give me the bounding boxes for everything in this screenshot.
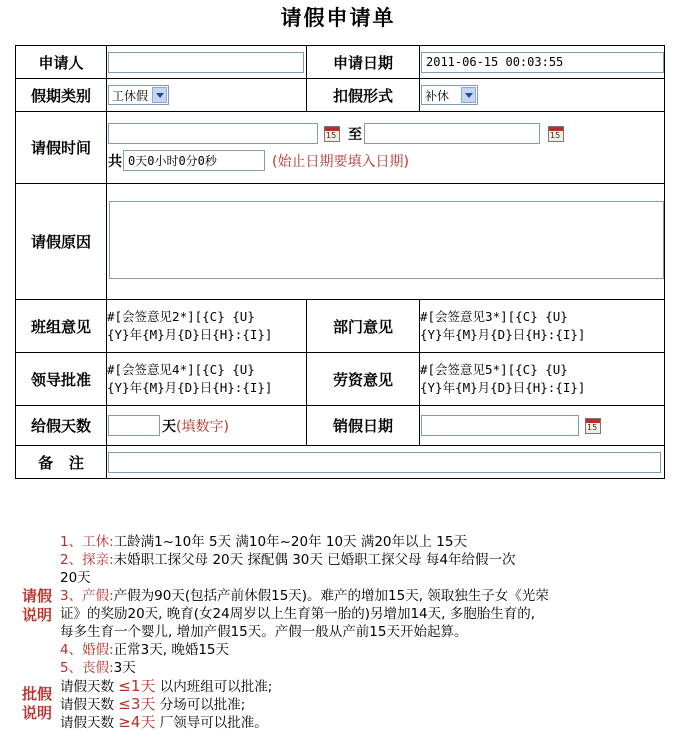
leave-time-label: 请假时间 — [16, 112, 107, 184]
team-opinion-label: 班组意见 — [16, 300, 107, 353]
deduct-select[interactable] — [421, 85, 478, 105]
dept-opinion-label: 部门意见 — [307, 300, 420, 353]
deduct-value: 补休 — [425, 88, 450, 103]
payroll-opinion-line2: {Y}年{M}月{D}日{H}:{I}] — [420, 380, 586, 395]
end-date-input[interactable] — [364, 123, 540, 144]
leader-approval-line1: #[会签意见4*][{C} {U} — [107, 362, 255, 377]
note-item: 2、探亲:未婚职工探父母 20天 探配偶 30天 已婚职工探父母 每4年给假一次 — [60, 552, 516, 568]
approve-rule: 请假天数 ≤3天 分场可以批准; — [60, 695, 246, 713]
note-item: 4、婚假:正常3天, 晚婚15天 — [60, 642, 230, 658]
note-item: 3、产假:产假为90天(包括产前休假15天)。难产的增加15天, 领取独生子女《光荣 — [60, 588, 549, 604]
start-date-input[interactable] — [108, 123, 318, 144]
apply-date-input[interactable] — [421, 52, 664, 73]
note-item: 20天 — [60, 570, 91, 586]
leave-type-value: 工休假 — [112, 88, 149, 103]
team-opinion-line1: #[会签意见2*][{C} {U} — [107, 309, 255, 324]
leave-form-table — [15, 45, 665, 479]
calendar-icon[interactable] — [548, 126, 564, 142]
deduct-label: 扣假形式 — [307, 79, 420, 112]
note-item: 5、丧假:3天 — [60, 660, 136, 676]
total-duration-input[interactable] — [123, 150, 265, 171]
date-hint: (始止日期要填入日期) — [272, 153, 409, 170]
days-label: 给假天数 — [16, 406, 107, 446]
leave-type-label: 假期类别 — [16, 79, 107, 112]
reason-textarea[interactable] — [109, 201, 664, 279]
leader-approval-label: 领导批准 — [16, 353, 107, 406]
applicant-label: 申请人 — [16, 46, 107, 79]
days-hint: (填数字) — [176, 418, 229, 435]
page-title: 请假申请单 — [280, 6, 396, 30]
note-item: 1、工休:工龄满1~10年 5天 满10年~20年 10天 满20年以上 15天 — [60, 534, 467, 550]
cancel-date-input[interactable] — [421, 415, 579, 436]
payroll-opinion-line1: #[会签意见5*][{C} {U} — [420, 362, 568, 377]
approve-rule: 请假天数 ≤1天 以内班组可以批准; — [60, 677, 273, 695]
applicant-input[interactable] — [108, 52, 304, 73]
total-label: 共 — [108, 153, 122, 170]
dept-opinion-line1: #[会签意见3*][{C} {U} — [420, 309, 568, 324]
remark-input[interactable] — [108, 452, 661, 473]
calendar-icon[interactable] — [324, 126, 340, 142]
leave-notes-side-label: 请假说明 — [22, 587, 53, 624]
team-opinion-line2: {Y}年{M}月{D}日{H}:{I}] — [107, 327, 273, 342]
approve-rule: 请假天数 ≥4天 厂领导可以批准。 — [60, 713, 268, 731]
cancel-date-label: 销假日期 — [307, 406, 420, 446]
calendar-icon[interactable] — [585, 418, 601, 434]
approve-notes-side-label: 批假说明 — [22, 685, 53, 722]
days-unit: 天 — [162, 418, 176, 435]
leave-type-select[interactable] — [108, 85, 169, 105]
note-item: 每多生育一个婴儿, 增加产假15天。产假一般从产前15天开始起算。 — [60, 624, 468, 640]
dept-opinion-line2: {Y}年{M}月{D}日{H}:{I}] — [420, 327, 586, 342]
apply-date-label: 申请日期 — [307, 46, 420, 79]
chevron-down-icon — [152, 87, 167, 103]
to-label: 至 — [348, 126, 362, 143]
reason-label: 请假原因 — [16, 184, 107, 300]
days-input[interactable] — [108, 415, 160, 436]
leader-approval-line2: {Y}年{M}月{D}日{H}:{I}] — [107, 380, 273, 395]
note-item: 证》的奖励20天, 晚育(女24周岁以上生育第一胎的)另增加14天, 多胞胎生育的, — [60, 606, 536, 622]
remark-label: 备 注 — [16, 446, 107, 479]
chevron-down-icon — [461, 87, 476, 103]
payroll-opinion-label: 劳资意见 — [307, 353, 420, 406]
